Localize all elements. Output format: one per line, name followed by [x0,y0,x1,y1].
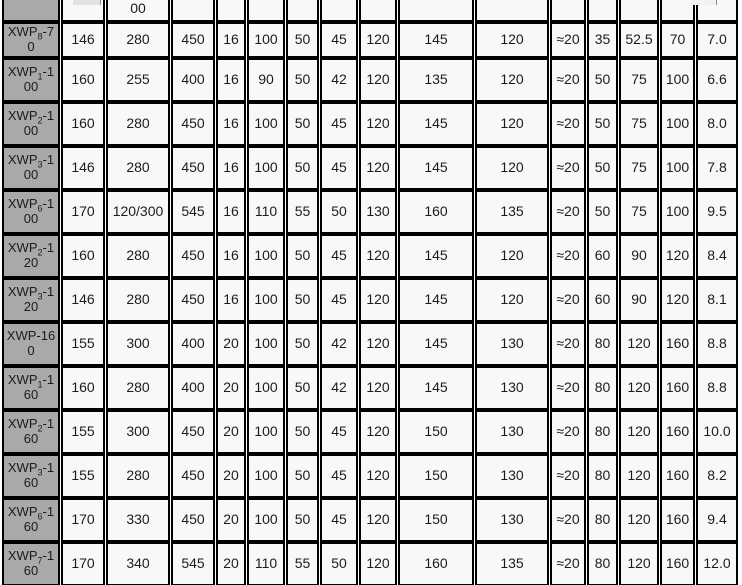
data-cell: 170 [61,542,105,585]
data-cell: 75 [619,102,659,146]
data-cell: 100 [247,234,285,278]
data-cell: 130 [359,190,397,234]
data-cell: 340 [106,542,170,585]
data-cell: 20 [216,454,246,498]
data-cell: 50 [286,234,319,278]
data-cell: 130 [475,410,549,454]
data-cell: 150 [398,498,474,542]
data-cell: 42 [320,58,358,102]
row-label-subscript: 2 [37,247,43,258]
data-cell [286,0,319,22]
data-cell: 160 [660,366,695,410]
data-cell: 50 [286,146,319,190]
data-cell: 35 [587,22,618,58]
row-label: $XWP_3-160$ [2,454,60,498]
data-cell: 52.5 [619,22,659,58]
data-cell [216,0,246,22]
row-label-subscript: 1 [37,379,43,390]
data-cell: 450 [171,498,215,542]
data-cell: 50 [320,190,358,234]
data-cell: 155 [61,454,105,498]
data-cell: 50 [286,366,319,410]
data-cell: ≈20 [550,542,586,585]
data-cell [171,0,215,22]
data-cell: ≈20 [550,58,586,102]
table-row [2,498,738,542]
data-cell: 120 [359,322,397,366]
data-cell: 155 [61,322,105,366]
data-cell: 90 [619,234,659,278]
data-cell: 90 [247,58,285,102]
data-cell: ≈20 [550,454,586,498]
data-cell: 170 [61,190,105,234]
data-cell: 100 [247,278,285,322]
data-cell: 280 [106,146,170,190]
data-cell: 10.0 [696,410,738,454]
data-cell: 20 [216,366,246,410]
data-cell: 8.2 [696,454,738,498]
data-cell: 80 [587,322,618,366]
data-cell: 146 [61,278,105,322]
data-cell: 50 [286,102,319,146]
row-label: $XWP_7-160$ [2,542,60,585]
data-cell: 146 [61,22,105,58]
data-cell [587,0,618,22]
data-cell: 120 [359,22,397,58]
row-label: $XWP_1-160$ [2,366,60,410]
data-cell: 120 [660,234,695,278]
data-cell: 50 [286,454,319,498]
data-cell: 160 [660,410,695,454]
data-cell: 160 [398,542,474,585]
data-cell: 45 [320,498,358,542]
data-cell: 7.0 [696,22,738,58]
data-cell: 50 [587,146,618,190]
data-cell: 120 [359,366,397,410]
row-label-subscript: 2 [37,115,43,126]
data-cell: 100 [247,498,285,542]
data-cell: 9.5 [696,190,738,234]
cropped-cell-remnant-right [689,0,717,5]
data-cell: 255 [106,58,170,102]
data-cell: 75 [619,58,659,102]
data-cell: 8.1 [696,278,738,322]
data-cell: 8.8 [696,322,738,366]
data-cell: 50 [587,190,618,234]
data-cell: 450 [171,454,215,498]
data-cell: 20 [216,322,246,366]
data-cell: 120 [359,410,397,454]
row-label: $XWP_1-100$ [2,58,60,102]
data-cell: 12.0 [696,542,738,585]
data-cell: 8.0 [696,102,738,146]
data-cell: 146 [61,146,105,190]
data-cell: 145 [398,278,474,322]
data-cell: 110 [247,190,285,234]
data-cell: 55 [286,542,319,585]
data-cell: 400 [171,58,215,102]
data-cell: 120 [619,498,659,542]
partial-row [2,0,738,22]
data-cell: 100 [247,454,285,498]
data-cell: 280 [106,278,170,322]
data-cell: 130 [475,322,549,366]
spec-table-body [2,0,738,585]
data-cell: 100 [660,58,695,102]
data-cell: 160 [61,234,105,278]
data-cell: 120 [475,278,549,322]
data-cell: 16 [216,58,246,102]
table-row [2,102,738,146]
data-cell: 16 [216,102,246,146]
data-cell: 450 [171,102,215,146]
row-label [2,0,60,22]
row-label: $XWP_2-160$ [2,410,60,454]
data-cell: 16 [216,234,246,278]
data-cell: 160 [61,58,105,102]
data-cell: 75 [619,146,659,190]
data-cell: 300 [106,410,170,454]
data-cell: 100 [247,322,285,366]
data-cell: 450 [171,22,215,58]
data-cell: 160 [660,454,695,498]
data-cell: 20 [216,498,246,542]
data-cell: 150 [398,410,474,454]
data-cell: 16 [216,278,246,322]
data-cell: ≈20 [550,410,586,454]
data-cell: 100 [247,146,285,190]
data-cell: 120 [619,322,659,366]
data-cell: 280 [106,22,170,58]
table-row [2,234,738,278]
data-cell [398,0,474,22]
data-cell: ≈20 [550,190,586,234]
data-cell: 120 [359,278,397,322]
data-cell: 130 [475,498,549,542]
data-cell: 20 [216,542,246,585]
data-cell: 155 [61,410,105,454]
table-row [2,190,738,234]
row-label-subscript: 6 [37,203,43,214]
data-cell: 280 [106,366,170,410]
data-cell: 45 [320,22,358,58]
data-cell: 45 [320,278,358,322]
data-cell: 160 [660,322,695,366]
data-cell: 170 [61,498,105,542]
data-cell: 110 [247,542,285,585]
data-cell: 120 [619,454,659,498]
data-cell: 80 [587,366,618,410]
data-cell: 450 [171,234,215,278]
data-cell: 80 [587,498,618,542]
data-cell: 130 [475,454,549,498]
row-label-subscript: 6 [37,511,43,522]
row-label-subscript: 3 [37,159,43,170]
data-cell: 50 [286,58,319,102]
data-cell: 160 [660,542,695,585]
row-label-subscript: 2 [37,423,43,434]
data-cell: 400 [171,366,215,410]
data-cell: 45 [320,454,358,498]
data-cell: 80 [587,454,618,498]
data-cell: ≈20 [550,366,586,410]
data-cell: 90 [619,278,659,322]
data-cell: 120 [475,22,549,58]
data-cell: 135 [475,542,549,585]
data-cell: 120 [359,498,397,542]
data-cell: 60 [587,278,618,322]
table-row [2,278,738,322]
data-cell: 120 [359,542,397,585]
table-row [2,146,738,190]
data-cell: 145 [398,22,474,58]
data-cell: 50 [286,22,319,58]
data-cell: 160 [61,366,105,410]
row-label-subscript: 7 [37,555,43,566]
data-cell: 42 [320,322,358,366]
row-label: XWP-160 [2,322,60,366]
spec-table [1,0,739,585]
data-cell [247,0,285,22]
data-cell: 70 [660,22,695,58]
data-cell: 7.8 [696,146,738,190]
data-cell: 280 [106,102,170,146]
data-cell: 120 [660,278,695,322]
data-cell: 280 [106,234,170,278]
table-row [2,322,738,366]
data-cell: 145 [398,234,474,278]
data-cell: ≈20 [550,234,586,278]
data-cell: 135 [398,58,474,102]
data-cell: ≈20 [550,146,586,190]
data-cell: 16 [216,146,246,190]
data-cell: 120 [619,366,659,410]
row-label-subscript: 1 [37,71,43,82]
data-cell: 160 [398,190,474,234]
data-cell: 400 [171,322,215,366]
data-cell: 450 [171,146,215,190]
data-cell: 120 [475,58,549,102]
row-label: $XWP_2-120$ [2,234,60,278]
data-cell: 120 [359,454,397,498]
data-cell: 80 [587,410,618,454]
table-row [2,410,738,454]
data-cell: 120 [475,234,549,278]
data-cell: 8.4 [696,234,738,278]
data-cell: ≈20 [550,278,586,322]
data-cell: 6.6 [696,58,738,102]
table-row [2,58,738,102]
data-cell: 42 [320,366,358,410]
row-label: $XWP_6-160$ [2,498,60,542]
row-label: $XWP_3-100$ [2,146,60,190]
data-cell: 160 [61,102,105,146]
data-cell [359,0,397,22]
data-cell: 145 [398,366,474,410]
data-cell: ≈20 [550,102,586,146]
data-cell: 120 [359,102,397,146]
data-cell: 330 [106,498,170,542]
data-cell: 8.8 [696,366,738,410]
data-cell: 75 [619,190,659,234]
data-cell: 100 [247,22,285,58]
data-cell [619,0,659,22]
data-cell: 60 [587,234,618,278]
row-label: $XWP_2-100$ [2,102,60,146]
table-row [2,366,738,410]
data-cell: 545 [171,190,215,234]
data-cell: 20 [216,410,246,454]
data-cell: 120 [359,58,397,102]
data-cell: 50 [286,278,319,322]
table-row [2,542,738,585]
row-label: $XWP_8-70$ [2,22,60,58]
data-cell: 16 [216,190,246,234]
data-cell: 50 [320,542,358,585]
data-cell: ≈20 [550,498,586,542]
data-cell: 16 [216,22,246,58]
data-cell: 55 [286,190,319,234]
data-cell: 120 [475,146,549,190]
data-cell: 100 [247,366,285,410]
data-cell: 100 [247,102,285,146]
data-cell: 50 [286,322,319,366]
row-label: $XWP_6-100$ [2,190,60,234]
row-label-subscript: 8 [37,31,43,42]
data-cell: 120 [475,102,549,146]
data-cell: 545 [171,542,215,585]
data-cell: 160 [660,498,695,542]
data-cell [475,0,549,22]
table-row [2,22,738,58]
data-cell: 00 [106,0,170,22]
data-cell: 80 [587,542,618,585]
data-cell [320,0,358,22]
data-cell: 130 [475,366,549,410]
data-cell: 45 [320,410,358,454]
row-label: $XWP_3-120$ [2,278,60,322]
data-cell: 100 [660,146,695,190]
data-cell: 150 [398,454,474,498]
data-cell: 120 [359,234,397,278]
data-cell [550,0,586,22]
data-cell: 135 [475,190,549,234]
data-cell: 450 [171,410,215,454]
data-cell: 120/300 [106,190,170,234]
data-cell: 50 [286,410,319,454]
data-cell: 145 [398,102,474,146]
data-cell: ≈20 [550,322,586,366]
data-cell: 50 [587,102,618,146]
data-cell: 280 [106,454,170,498]
data-cell: 120 [619,410,659,454]
data-cell: 145 [398,322,474,366]
cropped-cell-remnant-left [73,0,101,5]
row-label-subscript: 3 [37,467,43,478]
data-cell: 450 [171,278,215,322]
data-cell: 100 [660,102,695,146]
row-label-subscript: 3 [37,291,43,302]
table-row [2,454,738,498]
data-cell: 300 [106,322,170,366]
data-cell: 100 [247,410,285,454]
data-cell: 45 [320,234,358,278]
data-cell: ≈20 [550,22,586,58]
data-cell: 145 [398,146,474,190]
data-cell: 45 [320,102,358,146]
data-cell: 45 [320,146,358,190]
data-cell: 120 [619,542,659,585]
data-cell: 9.4 [696,498,738,542]
data-cell: 100 [660,190,695,234]
data-cell: 50 [286,498,319,542]
data-cell: 120 [359,146,397,190]
data-cell: 50 [587,58,618,102]
